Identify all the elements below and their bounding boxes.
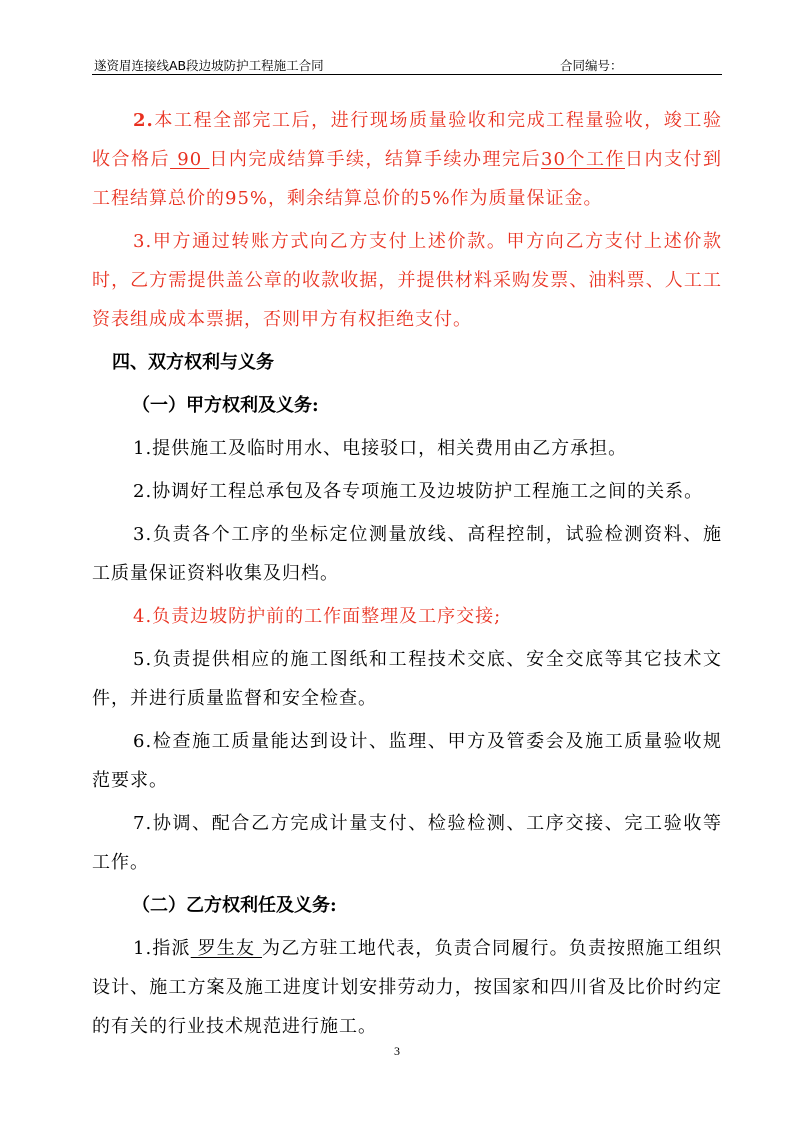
- clause-2-text-b: 日内完成结算手续，结算手续办理完后: [209, 149, 542, 170]
- party-a-item-3: 3.负责各个工序的坐标定位测量放线、高程控制，试验检测资料、施工质量保证资料收集及归档。: [92, 524, 722, 584]
- party-a-item-7: 7.协调、配合乙方完成计量支付、检验检测、工序交接、完工验收等工作。: [92, 813, 722, 873]
- page-header: [92, 56, 722, 75]
- party-b-item-1-text-a: 1.指派: [133, 938, 191, 959]
- clause-2-text-c: 日内支付到工程结算总价的95%，剩余结算总价的5%作为质量保证金。: [92, 149, 723, 209]
- party-a-item-6: 6.检查施工质量能达到设计、监理、甲方及管委会及施工质量验收规范要求。: [92, 731, 722, 791]
- party-a-heading: （一）甲方权利及义务:: [132, 395, 319, 416]
- header-title: 遂资眉连接线AB段边坡防护工程施工合同: [94, 58, 324, 73]
- party-a-item-4: 4.负责边坡防护前的工作面整理及工序交接;: [133, 606, 502, 627]
- party-a-item-2: 2.协调好工程总承包及各专项施工及边坡防护工程施工之间的关系。: [133, 481, 704, 502]
- party-a-item-1: 1.提供施工及临时用水、电接驳口，相关费用由乙方承担。: [133, 438, 628, 459]
- clause-2: [92, 101, 722, 218]
- payment-workdays: 30个工作: [541, 149, 625, 170]
- party-a-item-5: 5.负责提供相应的施工图纸和工程技术交底、安全交底等其它技术文件，并进行质量监督和安全检查。: [92, 649, 722, 709]
- clause-3: 3.甲方通过转账方式向乙方支付上述价款。甲方向乙方支付上述价款时，乙方需提供盖公章的收款收据，并提供材料采购发票、油料票、人工工资表组成成本票据，否则甲方有权拒绝支付。: [92, 231, 722, 330]
- party-b-item-1-text-b: 为乙方驻工地代表，负责合同履行。负责按照施工组织设计、施工方案及施工进度计划安排劳动力，按国家和四川省及比价时约定的有关的行业技术规范进行施工。: [92, 938, 722, 1037]
- clause-2-number: 2.: [133, 110, 154, 131]
- party-b-item-1: [92, 929, 722, 1046]
- clause-2-text-a: 本工程全部完工后，进行现场质量验收和完成工程量验收，竣工验收合格后: [92, 110, 722, 170]
- section-4-heading: 四、双方权利与义务: [112, 352, 274, 373]
- page-number: 3: [394, 1044, 400, 1058]
- site-representative-name: 罗生友: [190, 938, 263, 959]
- document-body: [92, 101, 722, 1046]
- contract-number-label: 合同编号：: [560, 58, 623, 73]
- settlement-days: 90: [170, 149, 210, 170]
- party-b-heading: （二）乙方权利任及义务:: [132, 895, 337, 916]
